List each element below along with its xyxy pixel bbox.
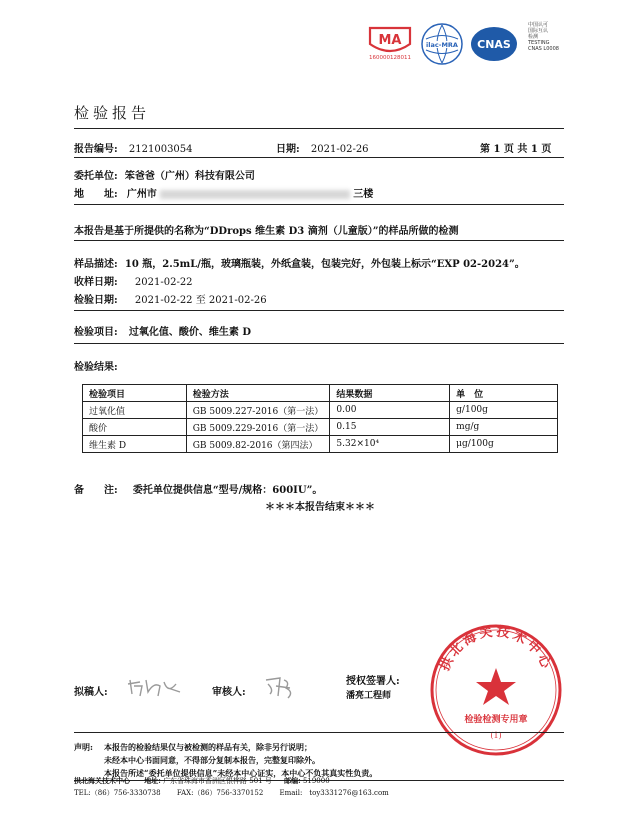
row-item: 酸价	[83, 419, 187, 436]
inspection-seal	[428, 622, 564, 758]
received-date-label: 收样日期:	[74, 277, 118, 288]
header-method: 检验方法	[186, 385, 330, 402]
test-items: 过氧化值、酸价、维生素 D	[128, 327, 252, 338]
sample-statement: 本报告是基于所提供的名称为“DDrops 维生素 D3 滴剂（儿童版）”的样品所做的检测	[74, 226, 459, 237]
row-result: 5.32×10⁴	[330, 436, 450, 453]
client-unit: 笨爸爸（广州）科技有限公司	[124, 171, 255, 182]
test-date: 2021-02-22 至 2021-02-26	[134, 295, 267, 306]
test-items-label: 检验项目:	[74, 327, 118, 338]
row-unit: mg/g	[450, 419, 558, 436]
client-address-row	[74, 185, 373, 200]
test-date-row	[74, 291, 267, 306]
number-divider	[74, 157, 564, 158]
ilac-mra-logo	[420, 22, 464, 66]
row-method: GB 5009.229-2016（第一法）	[186, 419, 330, 436]
address-redaction	[160, 190, 350, 199]
results-label: 检验结果:	[74, 362, 118, 373]
received-date: 2021-02-22	[134, 277, 193, 288]
results-table	[82, 384, 558, 453]
cnas-caption: 中国认可 国际互认 检测 TESTING CNAS L0008	[528, 22, 559, 52]
svg-text:MA: MA	[378, 33, 402, 48]
row-unit: μg/100g	[450, 436, 558, 453]
client-unit-row	[74, 167, 255, 182]
test-items-row	[74, 323, 251, 338]
remarks-label: 备 注:	[74, 485, 118, 496]
report-title: 检验报告	[74, 104, 151, 122]
footer-address-label: 地址:	[144, 776, 161, 785]
items-divider	[74, 343, 564, 344]
footer-contact-row	[74, 788, 389, 798]
row-result: 0.00	[330, 402, 450, 419]
table-row	[83, 419, 558, 436]
report-number: 2121003054	[128, 144, 193, 155]
footer-tel: TEL:（86）756-3330738	[74, 789, 161, 797]
report-date-label: 日期:	[276, 144, 300, 155]
row-method: GB 5009.82-2016（第四法）	[186, 436, 330, 453]
remarks-row	[74, 481, 322, 496]
client-unit-label: 委托单位:	[74, 171, 118, 182]
cma-logo	[366, 24, 414, 62]
client-divider	[74, 204, 564, 205]
report-number-row	[74, 140, 193, 155]
footer-fax: FAX:（86）756-3370152	[176, 789, 264, 797]
test-date-label: 检验日期:	[74, 295, 118, 306]
sample-desc-row	[74, 255, 525, 270]
header-item: 检验项目	[83, 385, 187, 402]
sample-desc: 10 瓶，2.5mL/瓶，玻璃瓶装，外纸盒装，包装完好，外包装上标示“EXP 02-2024”。	[124, 259, 525, 270]
reviewer-label: 审核人:	[212, 687, 246, 698]
svg-text:拱北海关技术中心: 拱北海关技术中心	[437, 624, 555, 674]
remarks-text: 委托单位提供信息“型号/规格：600IU”。	[132, 485, 323, 496]
report-number-label: 报告编号:	[74, 144, 118, 155]
statement-divider	[74, 240, 564, 241]
header-unit: 单 位	[450, 385, 558, 402]
footer-top-divider	[74, 732, 564, 733]
row-item: 维生素 D	[83, 436, 187, 453]
received-date-row	[74, 273, 193, 288]
header-result: 结果数据	[330, 385, 450, 402]
footer-address-row	[74, 776, 330, 786]
client-address-label: 地 址:	[74, 189, 118, 200]
postcode: 519000	[302, 777, 330, 785]
sample-divider	[74, 310, 564, 311]
row-item: 过氧化值	[83, 402, 187, 419]
svg-text:CNAS: CNAS	[477, 38, 511, 51]
table-row	[83, 402, 558, 419]
header-divider	[74, 128, 564, 129]
svg-text:160000128011: 160000128011	[369, 55, 411, 61]
svg-text:(1): (1)	[490, 731, 502, 740]
row-result: 0.15	[330, 419, 450, 436]
report-date-row	[276, 140, 369, 155]
sample-desc-label: 样品描述:	[74, 259, 118, 270]
declaration-line: 未经本中心书面同意，不得部分复制本报告，完整复印除外。	[104, 755, 320, 765]
footer-email[interactable]: Email: toy3331276@163.com	[279, 789, 389, 797]
postcode-label: 邮编:	[284, 776, 301, 785]
authorized-label: 授权签署人:	[346, 676, 400, 687]
report-date: 2021-02-26	[310, 144, 369, 155]
authorized-name: 潘亮工程师	[346, 691, 392, 701]
table-row	[83, 436, 558, 453]
report-end: ＊＊＊本报告结束＊＊＊	[265, 502, 375, 513]
declaration-label: 声明:	[74, 742, 93, 752]
results-header-row	[83, 385, 558, 402]
page-info: 第 1 页 共 1 页	[480, 144, 552, 155]
reviewer-signature	[260, 672, 300, 702]
footer-address: 广东省珠海市香洲区银桦路 501 号	[163, 777, 272, 785]
row-unit: g/100g	[450, 402, 558, 419]
row-method: GB 5009.227-2016（第一法）	[186, 402, 330, 419]
declaration-line: 本报告的检验结果仅与被检测的样品有关，除非另行说明；	[104, 742, 312, 752]
drafter-signature	[124, 672, 184, 702]
center-name: 拱北海关技术中心	[74, 776, 130, 785]
client-address-prefix: 广州市	[126, 189, 157, 200]
drafter-label: 拟稿人:	[74, 687, 108, 698]
svg-text:检验检测专用章: 检验检测专用章	[464, 715, 528, 725]
cnas-logo	[470, 24, 526, 64]
client-address-suffix: 三楼	[353, 189, 374, 200]
declaration-line: 本报告所述“委托单位提供信息”未经本中心证实，本中心不负其真实性负责。	[104, 768, 378, 778]
svg-text:ilac-MRA: ilac-MRA	[426, 41, 458, 49]
